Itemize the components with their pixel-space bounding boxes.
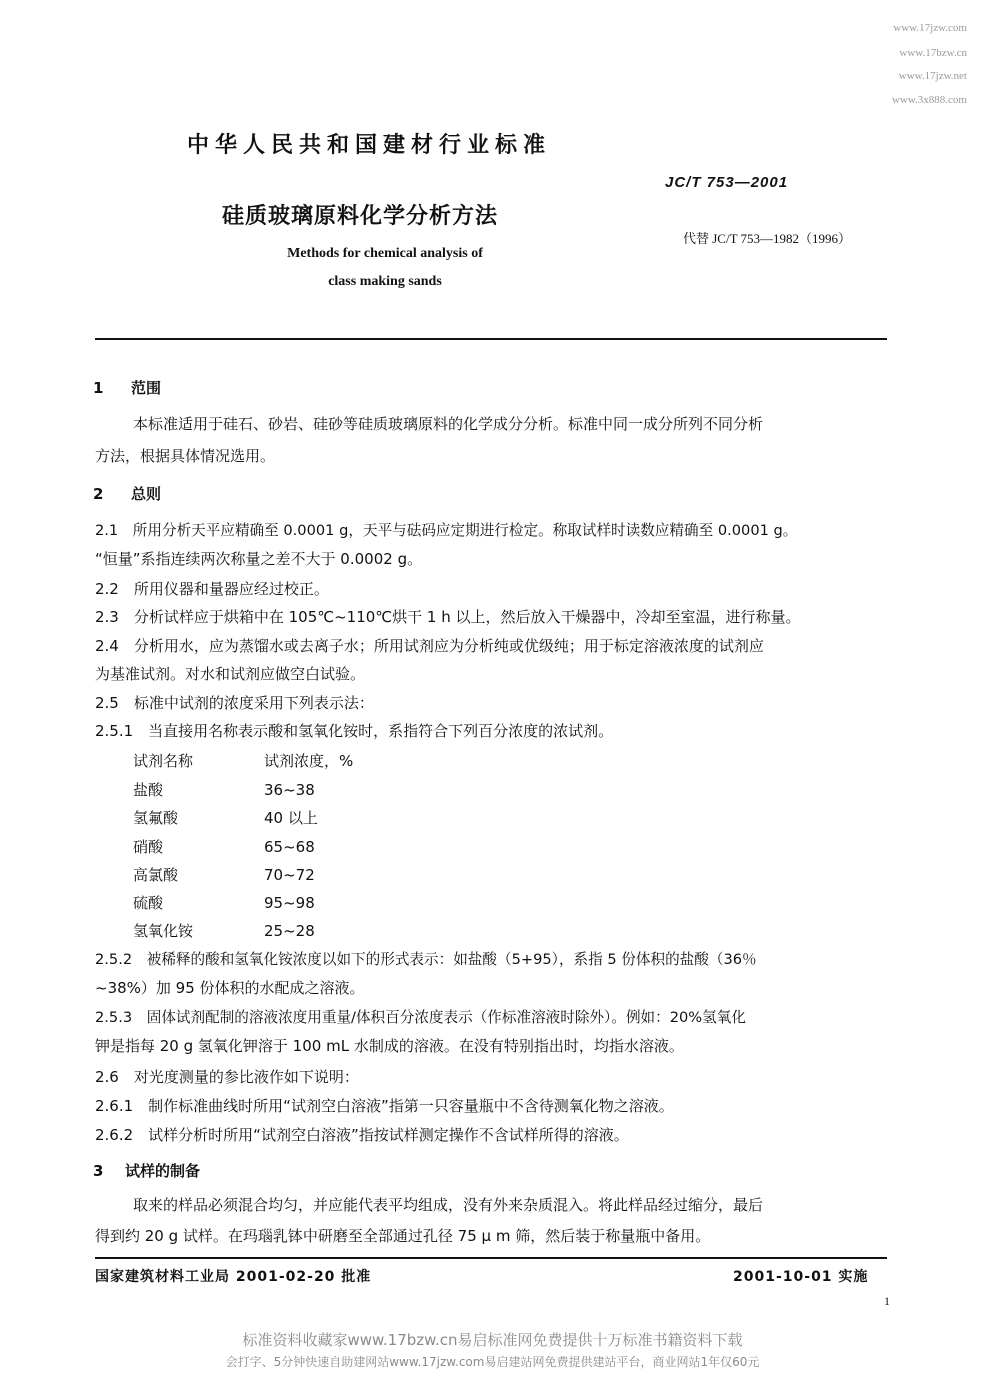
table-cell: 36~38 (264, 781, 315, 799)
watermark-url: www.3x888.com (891, 94, 967, 106)
standard-code: JC/T 753—2001 (665, 174, 789, 191)
section-number: 1 (93, 379, 104, 397)
document-title-cn: 硅质玻璃原料化学分析方法 (222, 204, 499, 229)
clause-2-5-1: 2.5.1 当直接用名称表示酸和氢氧化铵时，系指符合下列百分浓度的浓试剂。 (95, 722, 614, 740)
table-row (133, 864, 315, 885)
clause-2-4: 2.4 分析用水，应为蒸馏水或去离子水；所用试剂应为分析纯或优级纯；用于标定溶液浓度的试剂应 (95, 637, 764, 655)
table-cell: 硝酸 (133, 838, 164, 856)
table-cell: 95~98 (264, 894, 315, 912)
table-cell: 高氯酸 (133, 866, 179, 884)
table-row (133, 779, 315, 800)
footer-divider (95, 1257, 887, 1259)
clause-2-5-2-cont: ~38%）加 95 份体积的水配成之溶液。 (95, 979, 365, 997)
table-cell: 盐酸 (133, 781, 164, 799)
clause-2-5-3: 2.5.3 固体试剂配制的溶液浓度用重量/体积百分浓度表示（作标准溶液时除外）。例如：20%氢氧化 (95, 1009, 746, 1026)
table-row (133, 807, 318, 828)
table-row (133, 836, 315, 857)
table-cell: 氢氟酸 (133, 809, 179, 827)
clause-2-6-2: 2.6.2 试样分析时所用“试剂空白溶液”指按试样测定操作不含试样所得的溶液。 (95, 1126, 629, 1144)
table-cell: 65~68 (264, 838, 315, 856)
clause-2-5-3-cont: 钾是指每 20 g 氢氧化钾溶于 100 mL 水制成的溶液。在没有特别指出时，均指水溶液。 (95, 1037, 684, 1055)
page-number: 1 (884, 1294, 890, 1308)
document-title-en-line1: Methods for chemical analysis of (287, 246, 483, 261)
clause-2-2: 2.2 所用仪器和量器应经过校正。 (95, 580, 329, 598)
document-title-en-line2: class making sands (328, 274, 442, 289)
table-cell: 70~72 (264, 866, 315, 884)
watermark-url: www.17jzw.com (893, 22, 967, 34)
section-heading-general (93, 483, 161, 504)
table-header-cell: 试剂浓度，% (264, 752, 354, 770)
approval-note: 国家建筑材料工业局 2001-02-20 批准 (95, 1269, 372, 1285)
section-title: 试样的制备 (125, 1162, 201, 1180)
clause-2-5-2: 2.5.2 被稀释的酸和氢氧化铵浓度以如下的形式表示：如盐酸（5+95），系指 5 份体积的盐酸（36％ (95, 951, 757, 968)
clause-2-3: 2.3 分析试样应于烘箱中在 105℃~110℃烘干 1 h 以上，然后放入干燥器中，冷却至室温，进行称量。 (95, 608, 801, 626)
clause-2-1: 2.1 所用分析天平应精确至 0.0001 g，天平与砝码应定期进行检定。称取试样时读数应精确至 0.0001 g。 (95, 522, 798, 539)
paragraph-line: 本标准适用于硅石、砂岩、硅砂等硅质玻璃原料的化学成分分析。标准中同一成分所列不同分析 (133, 415, 764, 433)
table-cell: 40 以上 (264, 809, 318, 827)
section-number: 3 (93, 1162, 104, 1180)
watermark-url: www.17bzw.cn (899, 47, 967, 59)
paragraph-line: 得到约 20 g 试样。在玛瑙乳钵中研磨至全部通过孔径 75 μ m 筛，然后装于称量瓶中备用。 (95, 1227, 711, 1245)
section-number: 2 (93, 485, 104, 503)
table-header-row (133, 750, 353, 771)
clause-2-4-cont: 为基准试剂。对水和试剂应做空白试验。 (95, 665, 366, 683)
standard-type-heading: 中华人民共和国建材行业标准 (187, 133, 552, 158)
watermark-url: www.17jzw.net (898, 70, 967, 82)
footer-banner-line1: 标准资料收藏家www.17bzw.cn易启标准网免费提供十万标准书籍资料下载 (242, 1331, 743, 1349)
replaces-note: 代替 JC/T 753—1982（1996） (683, 231, 852, 246)
section-title: 总则 (131, 485, 162, 503)
clause-2-5: 2.5 标准中试剂的浓度采用下列表示法： (95, 694, 374, 712)
clause-2-1-cont: “恒量”系指连续两次称量之差不大于 0.0002 g。 (95, 550, 423, 568)
table-row (133, 892, 315, 913)
table-cell: 25~28 (264, 922, 315, 940)
implementation-date: 2001-10-01 实施 (733, 1269, 869, 1285)
paragraph-line: 取来的样品必须混合均匀，并应能代表平均组成，没有外来杂质混入。将此样品经过缩分，最后 (133, 1196, 764, 1214)
header-divider (95, 338, 887, 340)
table-cell: 氢氧化铵 (133, 922, 194, 940)
footer-banner-line2: 会打字、5分钟快速自助建网站www.17jzw.com易启建站网免费提供建站平台，商业网站1年仅60元 (225, 1355, 760, 1369)
clause-2-6-1: 2.6.1 制作标准曲线时所用“试剂空白溶液”指第一只容量瓶中不含待测氧化物之溶液。 (95, 1097, 674, 1115)
table-row (133, 920, 315, 941)
section-heading-scope (93, 377, 161, 398)
paragraph-line: 方法，根据具体情况选用。 (95, 447, 276, 465)
section-title: 范围 (131, 379, 162, 397)
table-header-cell: 试剂名称 (133, 752, 194, 770)
table-cell: 硫酸 (133, 894, 164, 912)
section-heading-sample-prep (93, 1160, 200, 1181)
clause-2-6: 2.6 对光度测量的参比液作如下说明： (95, 1068, 359, 1086)
